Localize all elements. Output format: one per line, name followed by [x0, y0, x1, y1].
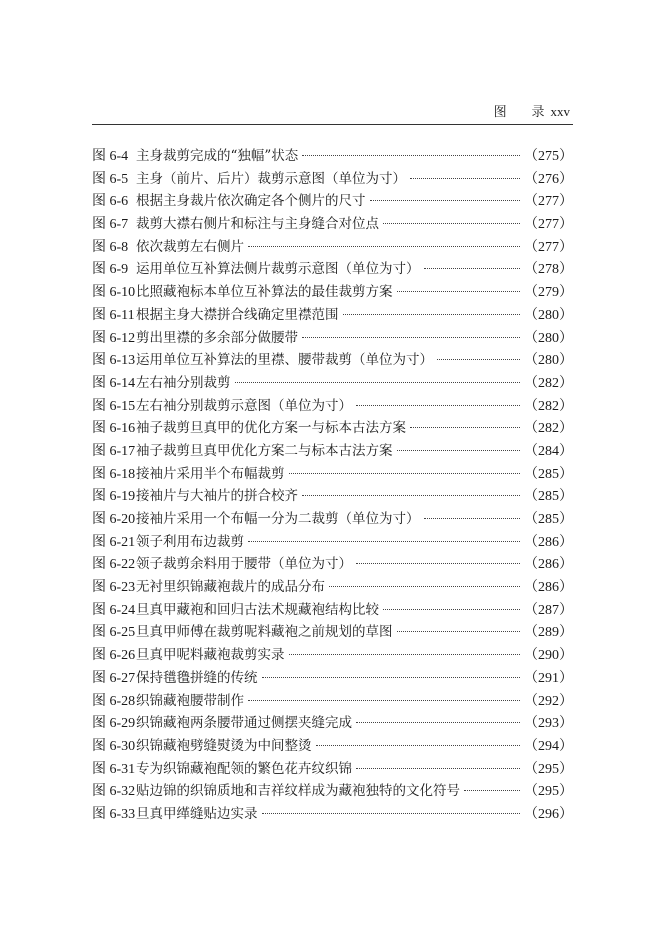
dot-leader	[356, 405, 520, 406]
page-number: （294）	[524, 738, 573, 754]
dot-leader	[302, 337, 520, 338]
toc-entry[interactable]	[92, 576, 573, 599]
page-number: （291）	[524, 670, 573, 686]
figure-number: 图 6-5	[92, 171, 129, 187]
figure-title: 织锦藏袍两条腰带通过侧摆夹缝完成	[136, 715, 352, 732]
toc-entry[interactable]	[92, 803, 573, 826]
page-number: （282）	[524, 421, 573, 437]
figure-number: 图 6-29	[92, 716, 136, 732]
header-char-2: 录	[531, 105, 545, 120]
figure-title: 根据主身大襟拼合线确定里襟范围	[136, 306, 339, 323]
page-number: （292）	[524, 693, 573, 709]
dot-leader	[397, 291, 521, 292]
header-char-1: 图	[493, 105, 507, 120]
figure-title: 主身裁剪完成的“独幅”状态	[136, 148, 299, 164]
dot-leader	[464, 790, 520, 791]
toc-entry[interactable]	[92, 258, 573, 281]
toc-entry[interactable]	[92, 440, 573, 463]
toc-entry[interactable]	[92, 213, 573, 236]
dot-leader	[235, 382, 521, 383]
toc-entry[interactable]	[92, 372, 573, 395]
toc-entry[interactable]	[92, 553, 573, 576]
toc-entry[interactable]	[92, 758, 573, 781]
figure-title: 袖子裁剪旦真甲的优化方案一与标本古法方案	[136, 420, 406, 437]
figure-title: 接袖片采用一个布幅一分为二裁剪（单位为寸）	[136, 511, 420, 527]
figure-title: 依次裁剪左右侧片	[136, 238, 244, 255]
figure-title: 旦真甲藏袍和回归古法术规藏袍结构比较	[136, 601, 379, 618]
toc-entry[interactable]	[92, 531, 573, 554]
dot-leader	[316, 745, 521, 746]
dot-leader	[397, 450, 521, 451]
dot-leader	[329, 586, 520, 587]
toc-entry[interactable]	[92, 145, 573, 168]
dot-leader	[383, 609, 520, 610]
figure-title: 运用单位互补算法侧片裁剪示意图（单位为寸）	[136, 261, 420, 278]
page-number: （280）	[524, 307, 573, 323]
figure-title: 根据主身裁片依次确定各个侧片的尺寸	[136, 193, 366, 210]
toc-entry[interactable]	[92, 190, 573, 213]
running-header	[92, 104, 573, 125]
page-number: （284）	[524, 443, 573, 459]
figure-number: 图 6-24	[92, 602, 136, 618]
page-number: （285）	[524, 512, 573, 527]
figure-number: 图 6-17	[92, 443, 136, 459]
toc-entry[interactable]	[92, 485, 573, 508]
toc-entry[interactable]	[92, 621, 573, 644]
toc-entry[interactable]	[92, 712, 573, 735]
figure-number: 图 6-10	[92, 285, 136, 301]
dot-leader	[302, 495, 520, 496]
toc-entry[interactable]	[92, 168, 573, 191]
figure-number: 图 6-32	[92, 784, 136, 800]
toc-entry[interactable]	[92, 327, 573, 350]
figure-number: 图 6-27	[92, 670, 136, 686]
dot-leader	[410, 178, 520, 179]
page-number: （277）	[524, 217, 573, 233]
figure-number: 图 6-21	[92, 534, 136, 550]
toc-entry[interactable]	[92, 417, 573, 440]
dot-leader	[383, 223, 520, 224]
figure-number: 图 6-20	[92, 512, 136, 527]
page-number: （280）	[524, 330, 573, 346]
page-number: （286）	[524, 580, 573, 596]
figure-number: 图 6-7	[92, 217, 129, 233]
figure-title: 运用单位互补算法的里襟、腰带裁剪（单位为寸）	[136, 352, 433, 369]
figure-number: 图 6-16	[92, 421, 136, 437]
page-number: （287）	[524, 602, 573, 618]
dot-leader	[356, 563, 520, 564]
page-number: （282）	[524, 398, 573, 414]
toc-entry[interactable]	[92, 281, 573, 304]
dot-leader	[397, 631, 521, 632]
page-number: （289）	[524, 625, 573, 641]
figure-title: 旦真甲缂缝贴边实录	[136, 805, 258, 822]
dot-leader	[248, 541, 520, 542]
page-number: （296）	[524, 806, 573, 822]
dot-leader	[437, 359, 520, 360]
dot-leader	[424, 268, 521, 269]
page-number: （282）	[524, 375, 573, 391]
page-number: （277）	[524, 239, 573, 255]
dot-leader	[370, 200, 521, 201]
figure-title: 裁剪大襟右侧片和标注与主身缝合对位点	[136, 216, 379, 233]
header-text	[494, 104, 570, 121]
page-number: （290）	[524, 648, 573, 664]
figure-title: 主身（前片、后片）裁剪示意图（单位为寸）	[136, 170, 406, 187]
dot-leader	[289, 473, 521, 474]
figure-number: 图 6-8	[92, 239, 129, 255]
figure-title: 旦真甲师傅在裁剪呢料藏袍之前规划的草图	[136, 624, 393, 641]
dot-leader	[356, 768, 520, 769]
figure-title: 无衬里织锦藏袍裁片的成品分布	[136, 579, 325, 596]
figure-title: 接袖片采用半个布幅裁剪	[136, 465, 285, 482]
figure-number: 图 6-19	[92, 489, 136, 505]
figure-title: 领子利用布边裁剪	[136, 533, 244, 550]
toc-entry[interactable]	[92, 395, 573, 418]
figure-number: 图 6-25	[92, 625, 136, 641]
dot-leader	[302, 155, 520, 156]
figure-number: 图 6-28	[92, 693, 136, 709]
toc-entry[interactable]	[92, 463, 573, 486]
figure-number: 图 6-4	[92, 149, 129, 164]
toc-entry[interactable]	[92, 599, 573, 622]
toc-entry[interactable]	[92, 667, 573, 690]
figure-number: 图 6-18	[92, 466, 136, 482]
figure-title: 接袖片与大袖片的拼合校齐	[136, 488, 298, 505]
figure-number: 图 6-6	[92, 194, 129, 210]
figure-title: 织锦藏袍腰带制作	[136, 692, 244, 709]
figure-title: 左右袖分别裁剪	[136, 374, 231, 391]
figure-title: 贴边锦的织锦质地和吉祥纹样成为藏袍独特的文化符号	[136, 783, 460, 800]
dot-leader	[248, 246, 520, 247]
page-number: （293）	[524, 716, 573, 732]
page-number: （285）	[524, 466, 573, 482]
toc-entry[interactable]	[92, 304, 573, 327]
toc-entry[interactable]	[92, 644, 573, 667]
page-number: （277）	[524, 194, 573, 210]
figure-number: 图 6-12	[92, 330, 136, 346]
toc-entry[interactable]	[92, 508, 573, 531]
dot-leader	[262, 813, 521, 814]
figure-title: 左右袖分别裁剪示意图（单位为寸）	[136, 397, 352, 414]
figure-number: 图 6-23	[92, 580, 136, 596]
figure-title: 旦真甲呢料藏袍裁剪实录	[136, 647, 285, 664]
dot-leader	[424, 518, 521, 519]
figure-number: 图 6-22	[92, 557, 136, 573]
dot-leader	[289, 654, 521, 655]
page-number: （295）	[524, 784, 573, 800]
dot-leader	[262, 677, 521, 678]
page-number: （279）	[524, 285, 573, 301]
dot-leader	[248, 700, 520, 701]
toc-entry[interactable]	[92, 735, 573, 758]
dot-leader	[343, 314, 521, 315]
page-number: （278）	[524, 262, 573, 278]
list-of-figures	[92, 145, 573, 826]
figure-title: 袖子裁剪旦真甲优化方案二与标本古法方案	[136, 442, 393, 459]
figure-number: 图 6-15	[92, 398, 136, 414]
figure-number: 图 6-30	[92, 738, 136, 754]
dot-leader	[356, 722, 520, 723]
figure-number: 图 6-13	[92, 353, 136, 369]
page-number: （280）	[524, 353, 573, 369]
figure-number: 图 6-31	[92, 761, 136, 777]
page-number: （295）	[524, 761, 573, 777]
page-number: （285）	[524, 489, 573, 505]
figure-title: 保持氆氇拼缝的传统	[136, 669, 258, 686]
dot-leader	[410, 427, 520, 428]
page-number: （275）	[524, 149, 573, 164]
figure-number: 图 6-9	[92, 262, 129, 278]
toc-entry[interactable]	[92, 349, 573, 372]
toc-entry[interactable]	[92, 690, 573, 713]
figure-number: 图 6-11	[92, 307, 135, 323]
toc-entry[interactable]	[92, 236, 573, 259]
page-number: （276）	[524, 171, 573, 187]
figure-number: 图 6-14	[92, 375, 136, 391]
figure-title: 剪出里襟的多余部分做腰带	[136, 329, 298, 346]
header-page-number: xxv	[550, 104, 570, 119]
figure-title: 领子裁剪余料用于腰带（单位为寸）	[136, 556, 352, 573]
page-number: （286）	[524, 557, 573, 573]
figure-title: 比照藏袍标本单位互补算法的最佳裁剪方案	[136, 284, 393, 301]
figure-number: 图 6-33	[92, 806, 136, 822]
page-number: （286）	[524, 534, 573, 550]
figure-number: 图 6-26	[92, 648, 136, 664]
toc-entry[interactable]	[92, 780, 573, 803]
figure-title: 专为织锦藏袍配领的繁色花卉纹织锦	[136, 760, 352, 777]
figure-title: 织锦藏袍劈缝熨烫为中间整烫	[136, 737, 312, 754]
